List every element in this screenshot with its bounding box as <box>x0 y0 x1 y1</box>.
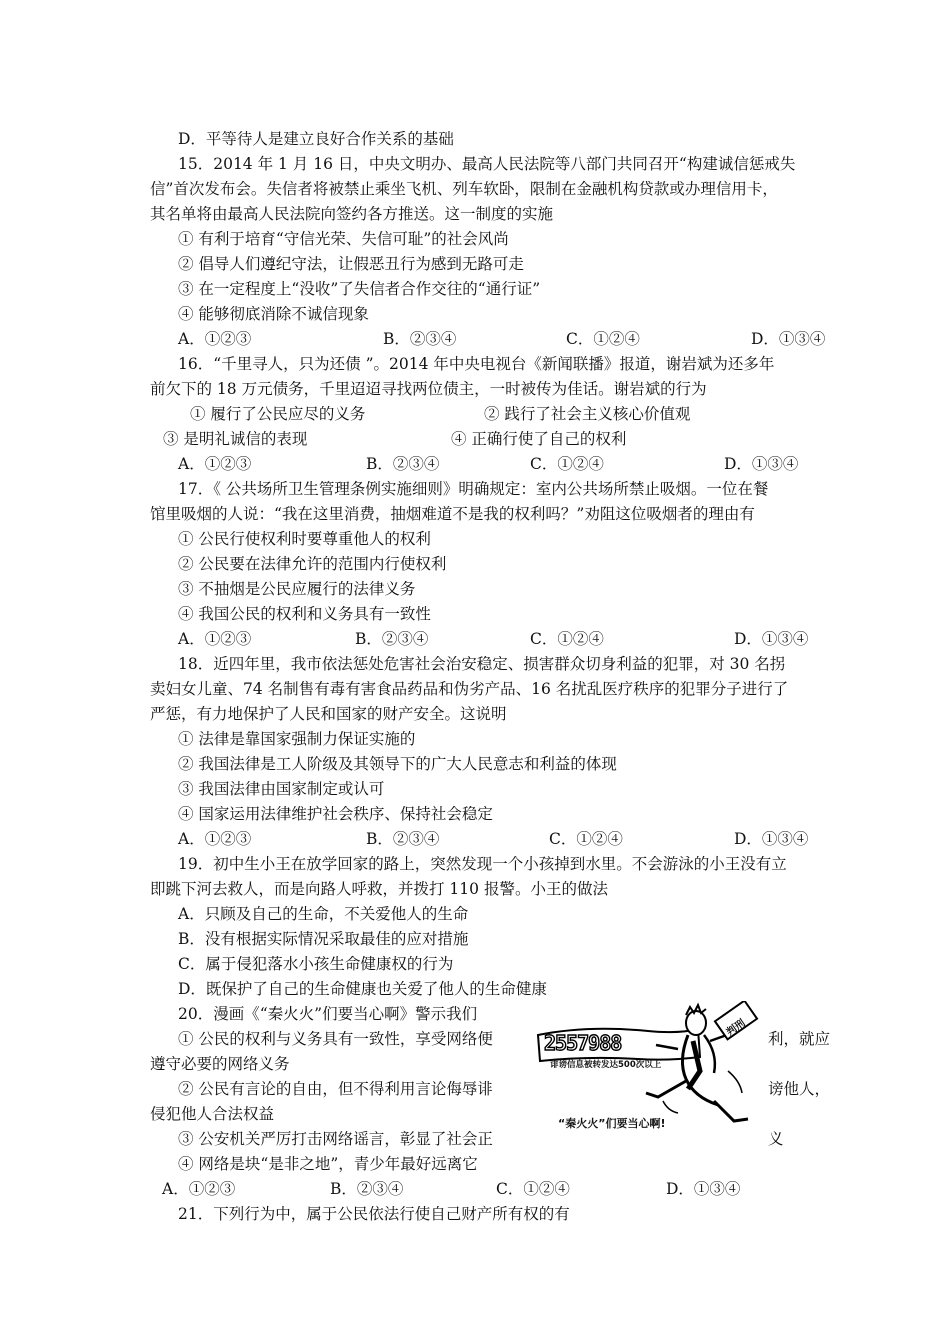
q20-stem: 20．漫画《“秦火火”们要当心啊》警示我们 <box>178 1005 478 1023</box>
q15-option-d: D．①③④ <box>751 330 826 348</box>
q16-option-d: D．①③④ <box>724 455 799 473</box>
q20-item-2-cont: 侵犯他人合法权益 <box>150 1105 275 1123</box>
q19-choice-d: D．既保护了自己的生命健康也关爱了他人的生命健康 <box>178 980 547 998</box>
q17-stem-line2: 馆里吸烟的人说：“我在这里消费，抽烟难道不是我的权利吗？”劝阻这位吸烟者的理由有 <box>150 505 755 523</box>
q17-option-b: B．②③④ <box>355 630 429 648</box>
q16-stem-line2: 前欠下的 18 万元债务，千里迢迢寻找两位债主，一时被传为佳话。谢岩斌的行为 <box>150 380 707 398</box>
q15-item-1: ① 有利于培育“守信光荣、失信可耻”的社会风尚 <box>178 230 509 248</box>
q16-option-a: A．①②③ <box>178 455 252 473</box>
q17-stem-line1: 17．《 公共场所卫生管理条例实施细则》明确规定：室内公共场所禁止吸烟。一位在餐 <box>178 480 769 498</box>
cartoon-image <box>528 1001 768 1143</box>
q19-choice-c: C．属于侵犯落水小孩生命健康权的行为 <box>178 955 454 973</box>
q19-stem-line2: 即跳下河去救人，而是向路人呼救，并拨打 110 报警。小王的做法 <box>150 880 608 898</box>
q20-item-3-left: ③ 公安机关严厉打击网络谣言，彰显了社会正 <box>178 1130 493 1148</box>
q18-item-1: ① 法律是靠国家强制力保证实施的 <box>178 730 416 748</box>
q20-item-4: ④ 网络是块“是非之地”，青少年最好远离它 <box>178 1155 478 1173</box>
q20-option-c: C．①②④ <box>496 1180 570 1198</box>
q18-option-c: C．①②④ <box>549 830 623 848</box>
q16-stem-line1: 16．“千里寻人，只为还债 ”。2014 年中央电视台《新闻联播》报道，谢岩斌为还多年 <box>178 355 775 373</box>
cartoon-caption: “秦火火”们要当心啊! <box>558 1117 666 1130</box>
q18-option-d: D．①③④ <box>734 830 809 848</box>
q21-stem: 21．下列行为中，属于公民依法行使自己财产所有权的有 <box>178 1205 570 1223</box>
q20-item-1-left: ① 公民的权利与义务具有一致性，享受网络便 <box>178 1030 493 1048</box>
q17-option-d: D．①③④ <box>734 630 809 648</box>
cartoon-digits: 2557988 <box>544 1031 622 1055</box>
q15-option-a: A．①②③ <box>178 330 252 348</box>
cartoon-small-text: 诽谤信息被转发达500次以上 <box>550 1060 662 1070</box>
q20-item-2-left: ② 公民有言论的自由，但不得利用言论侮辱诽 <box>178 1080 493 1098</box>
q17-option-a: A．①②③ <box>178 630 252 648</box>
q16-option-b: B．②③④ <box>366 455 440 473</box>
q20-option-d: D．①③④ <box>666 1180 741 1198</box>
q17-item-2: ② 公民要在法律允许的范围内行使权利 <box>178 555 447 573</box>
q15-item-3: ③ 在一定程度上“没收”了失信者合作交往的“通行证” <box>178 280 541 298</box>
q15-stem-line2: 信”首次发布会。失信者将被禁止乘坐飞机、列车软卧，限制在金融机构贷款或办理信用卡， <box>150 180 778 198</box>
q17-item-4: ④ 我国公民的权利和义务具有一致性 <box>178 605 431 623</box>
q15-option-c: C．①②④ <box>566 330 640 348</box>
q20-item-1-cont: 遵守必要的网络义务 <box>150 1055 290 1073</box>
q18-item-2: ② 我国法律是工人阶级及其领导下的广大人民意志和利益的体现 <box>178 755 617 773</box>
q19-choice-a: A．只顾及自己的生命，不关爱他人的生命 <box>178 905 469 923</box>
q17-item-3: ③ 不抽烟是公民应履行的法律义务 <box>178 580 416 598</box>
q17-item-1: ① 公民行使权利时要尊重他人的权利 <box>178 530 431 548</box>
q14-option-d: D．平等待人是建立良好合作关系的基础 <box>178 130 454 148</box>
q18-stem-line3: 严惩，有力地保护了人民和国家的财产安全。这说明 <box>150 705 507 723</box>
q18-option-a: A．①②③ <box>178 830 252 848</box>
q18-stem-line2: 卖妇女儿童、74 名制售有毒有害食品药品和伪劣产品、16 名扰乱医疗秩序的犯罪分子进行了 <box>150 680 789 698</box>
cartoon-stamp: 判刑 <box>724 1017 748 1039</box>
q16-item-3: ③ 是明礼诚信的表现 <box>163 430 308 448</box>
q19-stem-line1: 19．初中生小王在放学回家的路上，突然发现一个小孩掉到水里。不会游泳的小王没有立 <box>178 855 787 873</box>
q20-option-a: A．①②③ <box>162 1180 236 1198</box>
q20-item-3-right: 义 <box>768 1130 784 1148</box>
q18-item-4: ④ 国家运用法律维护社会秩序、保持社会稳定 <box>178 805 493 823</box>
q15-item-4: ④ 能够彻底消除不诚信现象 <box>178 305 369 323</box>
q15-stem-line1: 15．2014 年 1 月 16 日，中央文明办、最高人民法院等八部门共同召开“构建诚信惩戒失 <box>178 155 796 173</box>
q16-item-4: ④ 正确行使了自己的权利 <box>451 430 627 448</box>
q15-option-b: B．②③④ <box>383 330 457 348</box>
q19-choice-b: B．没有根据实际情况采取最佳的应对措施 <box>178 930 469 948</box>
q20-item-2-right: 谤他人， <box>768 1080 831 1098</box>
q16-item-1: ① 履行了公民应尽的义务 <box>190 405 366 423</box>
q16-option-c: C．①②④ <box>530 455 604 473</box>
q18-option-b: B．②③④ <box>366 830 440 848</box>
q20-item-1-right: 利，就应 <box>768 1030 831 1048</box>
q17-option-c: C．①②④ <box>530 630 604 648</box>
q15-stem-line3: 其名单将由最高人民法院向签约各方推送。这一制度的实施 <box>150 205 554 223</box>
q20-option-b: B．②③④ <box>330 1180 404 1198</box>
q15-item-2: ② 倡导人们遵纪守法，让假恶丑行为感到无路可走 <box>178 255 524 273</box>
q18-stem-line1: 18．近四年里，我市依法惩处危害社会治安稳定、损害群众切身利益的犯罪，对 30 名拐 <box>178 655 786 673</box>
q18-item-3: ③ 我国法律由国家制定或认可 <box>178 780 385 798</box>
q16-item-2: ② 践行了社会主义核心价值观 <box>484 405 691 423</box>
